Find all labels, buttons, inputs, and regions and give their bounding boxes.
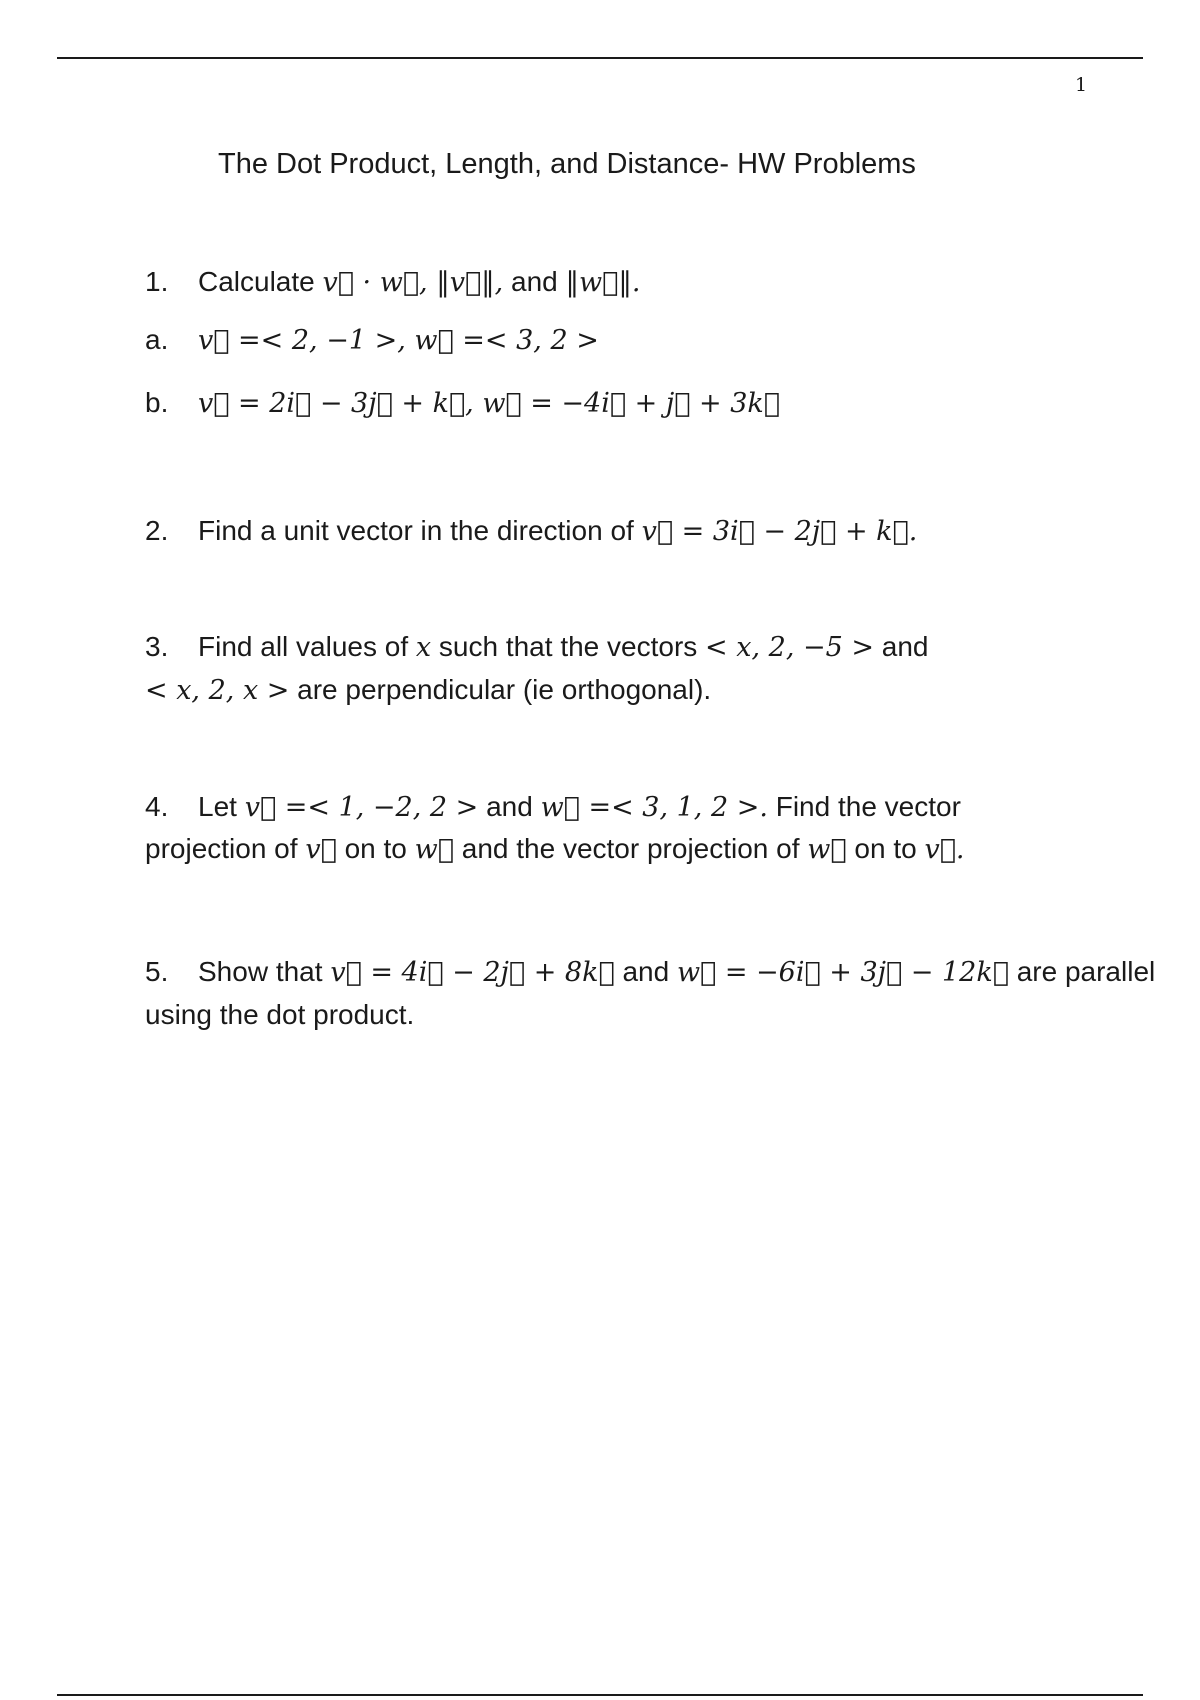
problem-4-number: 4. [145, 791, 169, 822]
problem-4-v: v⃗ [305, 834, 337, 865]
problem-4-text-2: projection of [145, 833, 298, 864]
problem-5-line-1 [145, 955, 1155, 989]
problem-5-number: 5. [145, 956, 169, 987]
problem-1 [145, 265, 640, 299]
problem-1b-expr: v⃗ = 2i⃗ − 3j⃗ + k⃗, w⃗ = −4i⃗ + j⃗ + 3k⃗ [198, 388, 780, 419]
top-rule [57, 57, 1143, 59]
problem-5-text-1: are parallel [1016, 956, 1156, 987]
problem-5-expr-1: v⃗ = 4i⃗ − 2j⃗ + 8k⃗ [330, 957, 615, 988]
problem-1b-label: b. [145, 387, 169, 418]
problem-3-line-2 [145, 673, 711, 707]
problem-3-text-1: Find all values of [198, 631, 409, 662]
problem-3-and: and [881, 631, 929, 662]
problem-4-text-1: Find the vector [775, 791, 961, 822]
problem-4-onto-2: on to [854, 833, 917, 864]
problem-1-and: and [511, 266, 558, 297]
problem-4-line-2 [145, 832, 965, 866]
problem-5-and: and [622, 956, 670, 987]
problem-1-number: 1. [145, 266, 169, 297]
problem-3-number: 3. [145, 631, 169, 662]
problem-3-expr-2: < x, 2, x > [145, 675, 290, 706]
problem-4-text-3: and the vector projection of [461, 833, 800, 864]
problem-5-expr-2: w⃗ = −6i⃗ + 3j⃗ − 12k⃗ [676, 957, 1009, 988]
problem-3-var: x [415, 632, 432, 663]
problem-3-text-2: such that the vectors [438, 631, 698, 662]
problem-4-and: and [486, 791, 533, 822]
problem-3-text-3: are perpendicular (ie orthogonal). [297, 674, 712, 705]
problem-5-show: Show that [198, 956, 323, 987]
problem-4-expr-2: w⃗ =< 3, 1, 2 >. [540, 792, 768, 823]
problem-3-line-1 [145, 630, 929, 664]
problem-2-expr: v⃗ = 3i⃗ − 2j⃗ + k⃗. [641, 516, 918, 547]
problem-1a [145, 323, 599, 357]
problem-1-expr2: ‖w⃗‖. [565, 267, 641, 298]
problem-4-expr-1: v⃗ =< 1, −2, 2 > [244, 792, 479, 823]
problem-5-text-2: using the dot product. [145, 999, 415, 1030]
problem-2 [145, 514, 917, 548]
problem-4-v2: v⃗. [924, 834, 965, 865]
problem-5-line-2 [145, 998, 414, 1032]
problem-1a-expr: v⃗ =< 2, −1 >, w⃗ =< 3, 2 > [198, 325, 599, 356]
problem-4-let: Let [198, 791, 237, 822]
problem-2-number: 2. [145, 515, 169, 546]
problem-1-expr: v⃗ · w⃗, ‖v⃗‖, [322, 267, 504, 298]
page-number: 1 [1075, 74, 1088, 96]
problem-3-expr-1: < x, 2, −5 > [705, 632, 874, 663]
problem-4-w: w⃗ [414, 834, 454, 865]
problem-4-line-1 [145, 790, 961, 824]
page-title: The Dot Product, Length, and Distance- HW Problems [218, 148, 916, 180]
bottom-rule [57, 1694, 1143, 1696]
problem-4-onto: on to [344, 833, 407, 864]
problem-4-w2: w⃗ [807, 834, 847, 865]
problem-1b [145, 386, 780, 420]
problem-1-text: Calculate [198, 266, 315, 297]
problem-2-text: Find a unit vector in the direction of [198, 515, 634, 546]
problem-1a-label: a. [145, 324, 169, 355]
